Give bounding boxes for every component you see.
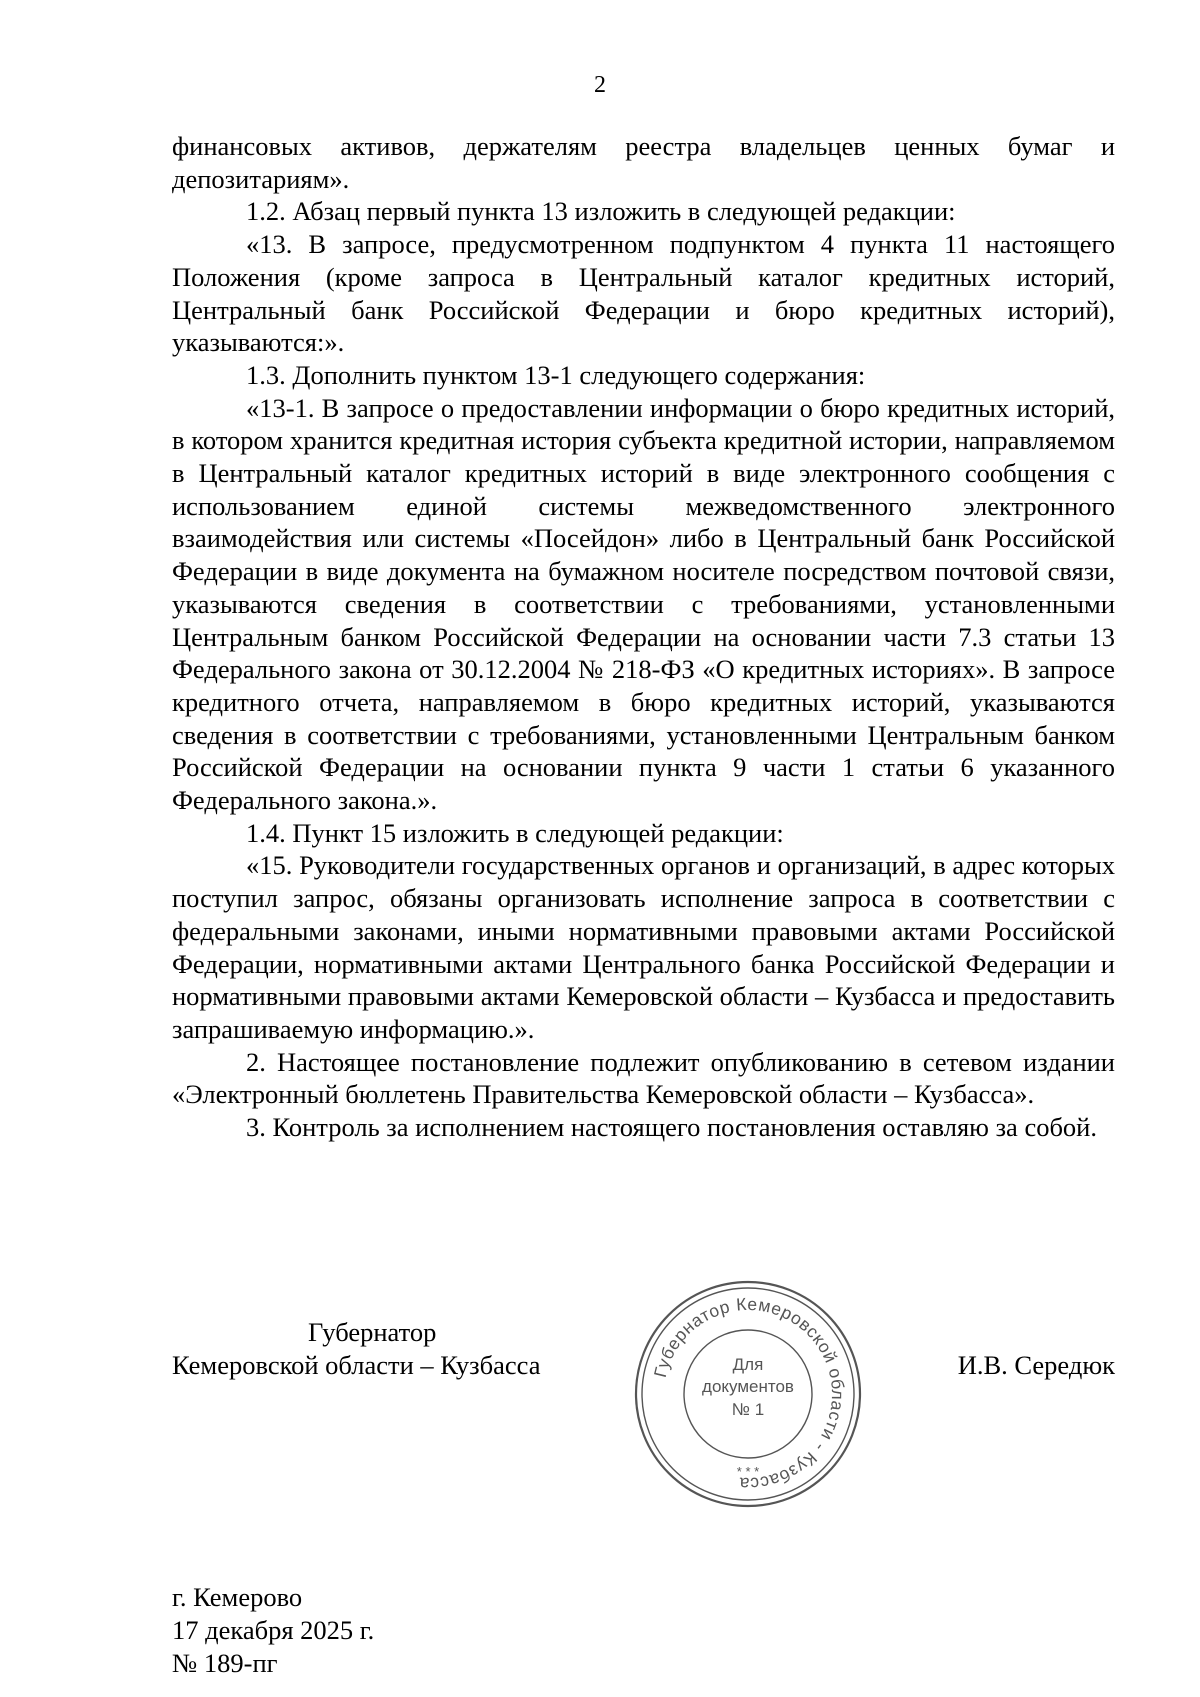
document-body: [172, 130, 1115, 1144]
seal-stars: * * *: [736, 1464, 760, 1479]
official-seal: [628, 1274, 868, 1514]
document-footer: [172, 1581, 374, 1680]
seal-center-line1: Для: [732, 1355, 764, 1374]
paragraph-quote-13: «13. В запросе, предусмотренном подпунктом 4 пункта 11 настоящего Положения (кроме запроса в Центральный каталог кредитных историй, Центральный банк Российской Федерации и бюро кредитных историй), указываются:».: [172, 229, 1115, 358]
paragraph-1-3: 1.3. Дополнить пунктом 13-1 следующего содержания:: [246, 359, 866, 390]
page-number: 2: [594, 72, 606, 98]
signer-title-line2: Кемеровской области – Кузбасса: [172, 1350, 541, 1380]
paragraph-1-2: 1.2. Абзац первый пункта 13 изложить в следующей редакции:: [246, 196, 956, 227]
footer-number: № 189-пг: [172, 1648, 278, 1678]
paragraph-3: 3. Контроль за исполнением настоящего постановления оставляю за собой.: [246, 1112, 1097, 1143]
paragraph-quote-15: «15. Руководители государственных органов и организаций, в адрес которых поступил запрос, обязаны организовать исполнение запроса в соответствии с федеральными законами, иными нормативными правовыми актами Российской Федерации, нормативными актами Центрального банка Российской Федерации и нормативными правовыми актами Кемеровской области – Кузбасса и предоставить запрашиваемую информацию.».: [172, 850, 1115, 1044]
paragraph-continuation: финансовых активов, держателям реестра владельцев ценных бумаг и депозитариям».: [172, 131, 1115, 194]
seal-center-line2: документов: [702, 1377, 794, 1396]
signer-title-line1: Губернатор: [308, 1317, 437, 1347]
signer-name: И.В. Середюк: [957, 1350, 1115, 1380]
seal-center-line3: № 1: [731, 1400, 765, 1419]
footer-city: г. Кемерово: [172, 1582, 303, 1612]
paragraph-1-4: 1.4. Пункт 15 изложить в следующей редакции:: [246, 817, 784, 848]
paragraph-quote-13-1: «13-1. В запросе о предоставлении информации о бюро кредитных историй, в котором хранится кредитная история субъекта кредитной истории, направляемом в Центральный каталог кредитных историй в виде электронного сообщения с использованием единой системы межведомственного электронного взаимодействия или системы «Посейдон» либо в Центральный банк Российской Федерации в виде документа на бумажном носителе посредством почтовой связи, указываются сведения в соответствии с требованиями, установленными Центральным банком Российской Федерации на основании части 7.3 статьи 13 Федерального закона от 30.12.2004 № 218-ФЗ «О кредитных историях». В запросе кредитного отчета, направляемом в бюро кредитных историй, указываются сведения в соответствии с требованиями, установленными Центральным банком Российской Федерации на основании пункта 9 части 1 статьи 6 указанного Федерального закона.».: [172, 392, 1115, 816]
footer-date: 17 декабря 2025 г.: [172, 1615, 375, 1645]
paragraph-2: 2. Настоящее постановление подлежит опубликованию в сетевом издании «Электронный бюллетень Правительства Кемеровской области – Кузбасса».: [172, 1046, 1115, 1110]
seal-ring-text: Губернатор Кемеровской области - Кузбасса: [649, 1293, 849, 1495]
